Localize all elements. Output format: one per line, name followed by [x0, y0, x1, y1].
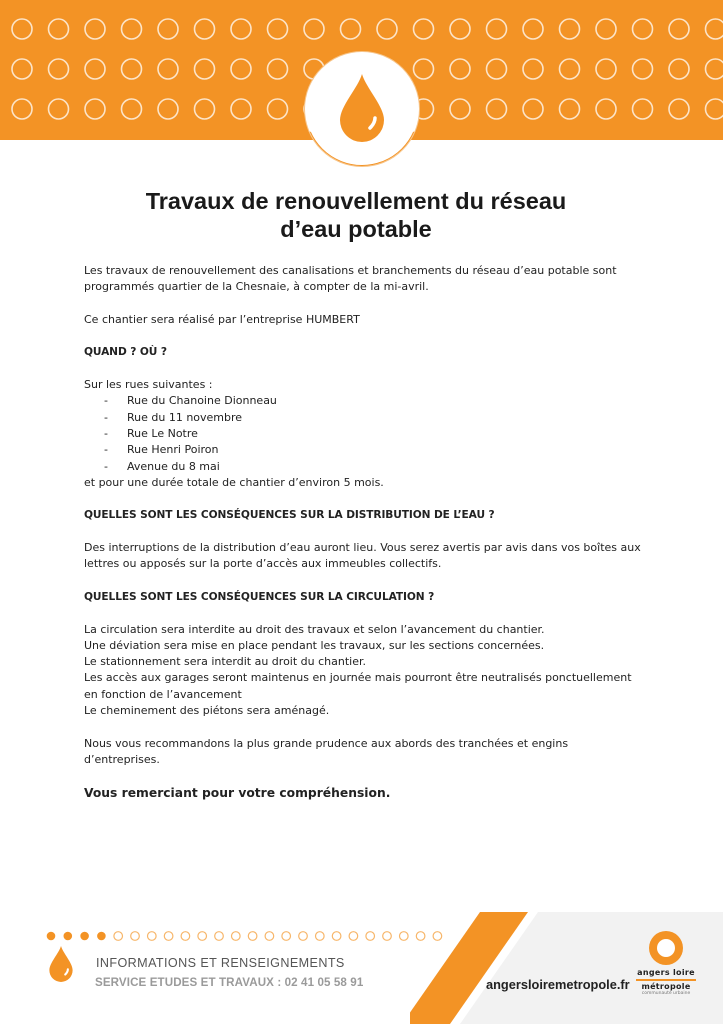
footer-dot	[248, 932, 257, 941]
pattern-circle	[158, 19, 178, 39]
title-line-2: d’eau potable	[280, 216, 432, 242]
pattern-circle	[49, 19, 69, 39]
distribution-line-1: Des interruptions de la distribution d’eau auront lieu. Vous serez avertis par avis dans vos boîtes aux	[84, 541, 641, 555]
pattern-circle	[706, 59, 723, 79]
pattern-circle	[49, 99, 69, 119]
list-item: - Rue Le Notre	[84, 426, 644, 442]
pattern-circle	[377, 19, 397, 39]
section-heading-distribution: QUELLES SONT LES CONSÉQUENCES SUR LA DISTRIBUTION DE L’EAU ?	[84, 509, 495, 522]
footer-dot	[349, 932, 358, 941]
footer-dot	[232, 932, 241, 941]
pattern-circle	[414, 59, 434, 79]
pattern-circle	[560, 19, 580, 39]
info-title: INFORMATIONS ET RENSEIGNEMENTS	[96, 956, 345, 970]
pattern-circle	[231, 99, 251, 119]
street-list	[84, 393, 644, 474]
logo-line-1: angers loire	[637, 968, 695, 977]
streets-lead: Sur les rues suivantes :	[84, 378, 213, 392]
pattern-circle	[487, 99, 507, 119]
footer-dot	[131, 932, 140, 941]
pattern-circle	[268, 99, 288, 119]
circulation-line-2: Une déviation sera mise en place pendant les travaux, sur les sections concernées.	[84, 638, 545, 652]
pattern-circle	[523, 99, 543, 119]
pattern-circle	[560, 99, 580, 119]
pattern-circle	[633, 19, 653, 39]
pattern-circle	[450, 99, 470, 119]
title-line-1: Travaux de renouvellement du réseau	[145, 188, 567, 214]
advice-line-1: Nous vous recommandons la plus grande prudence aux abords des tranchées et engins	[84, 736, 569, 750]
pattern-circle	[633, 59, 653, 79]
circulation-line-6: Le cheminement des piétons sera aménagé.	[84, 704, 330, 718]
pattern-circle	[49, 59, 69, 79]
footer-dot	[215, 932, 224, 941]
intro-line-2: programmés quartier de la Chesnaie, à compter de la mi-avril.	[84, 280, 429, 294]
pattern-circle	[414, 19, 434, 39]
pattern-circle	[158, 59, 178, 79]
pattern-circle	[12, 59, 32, 79]
pattern-circle	[669, 19, 689, 39]
pattern-circle	[669, 59, 689, 79]
page-title	[80, 187, 632, 243]
distribution-line-2: lettres ou apposés sur la porte d’accès aux immeubles collectifs.	[84, 557, 442, 571]
pattern-circle	[304, 19, 324, 39]
pattern-circle	[195, 19, 215, 39]
notice-body	[84, 263, 644, 801]
section-heading-circulation: QUELLES SONT LES CONSÉQUENCES SUR LA CIRCULATION ?	[84, 590, 435, 603]
pattern-circle	[12, 19, 32, 39]
pattern-circle	[487, 59, 507, 79]
footer-dot	[80, 932, 89, 941]
pattern-circle	[596, 19, 616, 39]
footer-dot	[64, 932, 73, 941]
footer-dot	[198, 932, 207, 941]
pattern-circle	[122, 59, 142, 79]
advice-line-2: d’entreprises.	[84, 752, 160, 766]
circulation-line-4: Les accès aux garages seront maintenus en journée mais pourront être neutralisés ponctuellement	[84, 671, 632, 685]
intro-line-1: Les travaux de renouvellement des canalisations et branchements du réseau d’eau potable sont	[84, 264, 617, 277]
pattern-circle	[341, 19, 361, 39]
pattern-circle	[523, 19, 543, 39]
pattern-circle	[122, 99, 142, 119]
pattern-circle	[231, 19, 251, 39]
contractor-line: Ce chantier sera réalisé par l’entreprise HUMBERT	[84, 312, 360, 326]
angers-loire-metropole-logo	[636, 930, 696, 997]
pattern-circle	[195, 99, 215, 119]
list-item: - Rue du Chanoine Dionneau	[84, 393, 644, 409]
footer-dot	[400, 932, 409, 941]
pattern-circle	[523, 59, 543, 79]
pattern-circle	[122, 19, 142, 39]
footer-dot	[299, 932, 308, 941]
pattern-circle	[450, 59, 470, 79]
logo-line-3: communauté urbaine	[641, 991, 691, 996]
pattern-circle	[596, 99, 616, 119]
pattern-circle	[85, 59, 105, 79]
pattern-circle	[560, 59, 580, 79]
pattern-circle	[268, 59, 288, 79]
footer-dot	[332, 932, 341, 941]
footer-dot	[383, 932, 392, 941]
footer-dot	[114, 932, 123, 941]
thanks-line: Vous remerciant pour votre compréhension.	[84, 785, 391, 800]
circulation-line-5: en fonction de l’avancement	[84, 687, 242, 701]
pattern-circle	[158, 99, 178, 119]
pattern-circle	[12, 99, 32, 119]
pattern-circle	[231, 59, 251, 79]
water-drop-icon	[47, 945, 75, 983]
circulation-line-1: La circulation sera interdite au droit des travaux et selon l’avancement du chantier.	[84, 622, 545, 636]
pattern-circle	[669, 99, 689, 119]
footer-dot	[366, 932, 375, 941]
section-heading-quand: QUAND ? OÙ ?	[84, 346, 167, 359]
pattern-circle	[706, 19, 723, 39]
service-contact: SERVICE ETUDES ET TRAVAUX : 02 41 05 58 91	[95, 976, 364, 989]
list-item: - Rue du 11 novembre	[84, 410, 644, 426]
footer-dot	[282, 932, 291, 941]
pattern-circle	[487, 19, 507, 39]
website-link[interactable]: angersloiremetropole.fr	[486, 977, 630, 992]
pattern-circle	[633, 99, 653, 119]
footer-dot	[47, 932, 56, 941]
footer-dot	[181, 932, 190, 941]
circulation-line-3: Le stationnement sera interdit au droit du chantier.	[84, 655, 366, 669]
pattern-circle	[450, 19, 470, 39]
footer-dot	[164, 932, 173, 941]
footer-dot-row	[46, 929, 446, 943]
logo-drop-icon	[648, 930, 684, 966]
footer-dot	[148, 932, 157, 941]
footer-dot	[97, 932, 106, 941]
footer-dot	[316, 932, 325, 941]
list-item: - Avenue du 8 mai	[84, 459, 644, 475]
pattern-circle	[85, 19, 105, 39]
pattern-circle	[706, 99, 723, 119]
list-item: - Rue Henri Poiron	[84, 442, 644, 458]
footer-dot	[265, 932, 274, 941]
pattern-circle	[85, 99, 105, 119]
duration-line: et pour une durée totale de chantier d’environ 5 mois.	[84, 475, 384, 489]
pattern-circle	[596, 59, 616, 79]
logo-line-2: métropole	[641, 982, 691, 991]
pattern-circle	[195, 59, 215, 79]
pattern-circle	[268, 19, 288, 39]
